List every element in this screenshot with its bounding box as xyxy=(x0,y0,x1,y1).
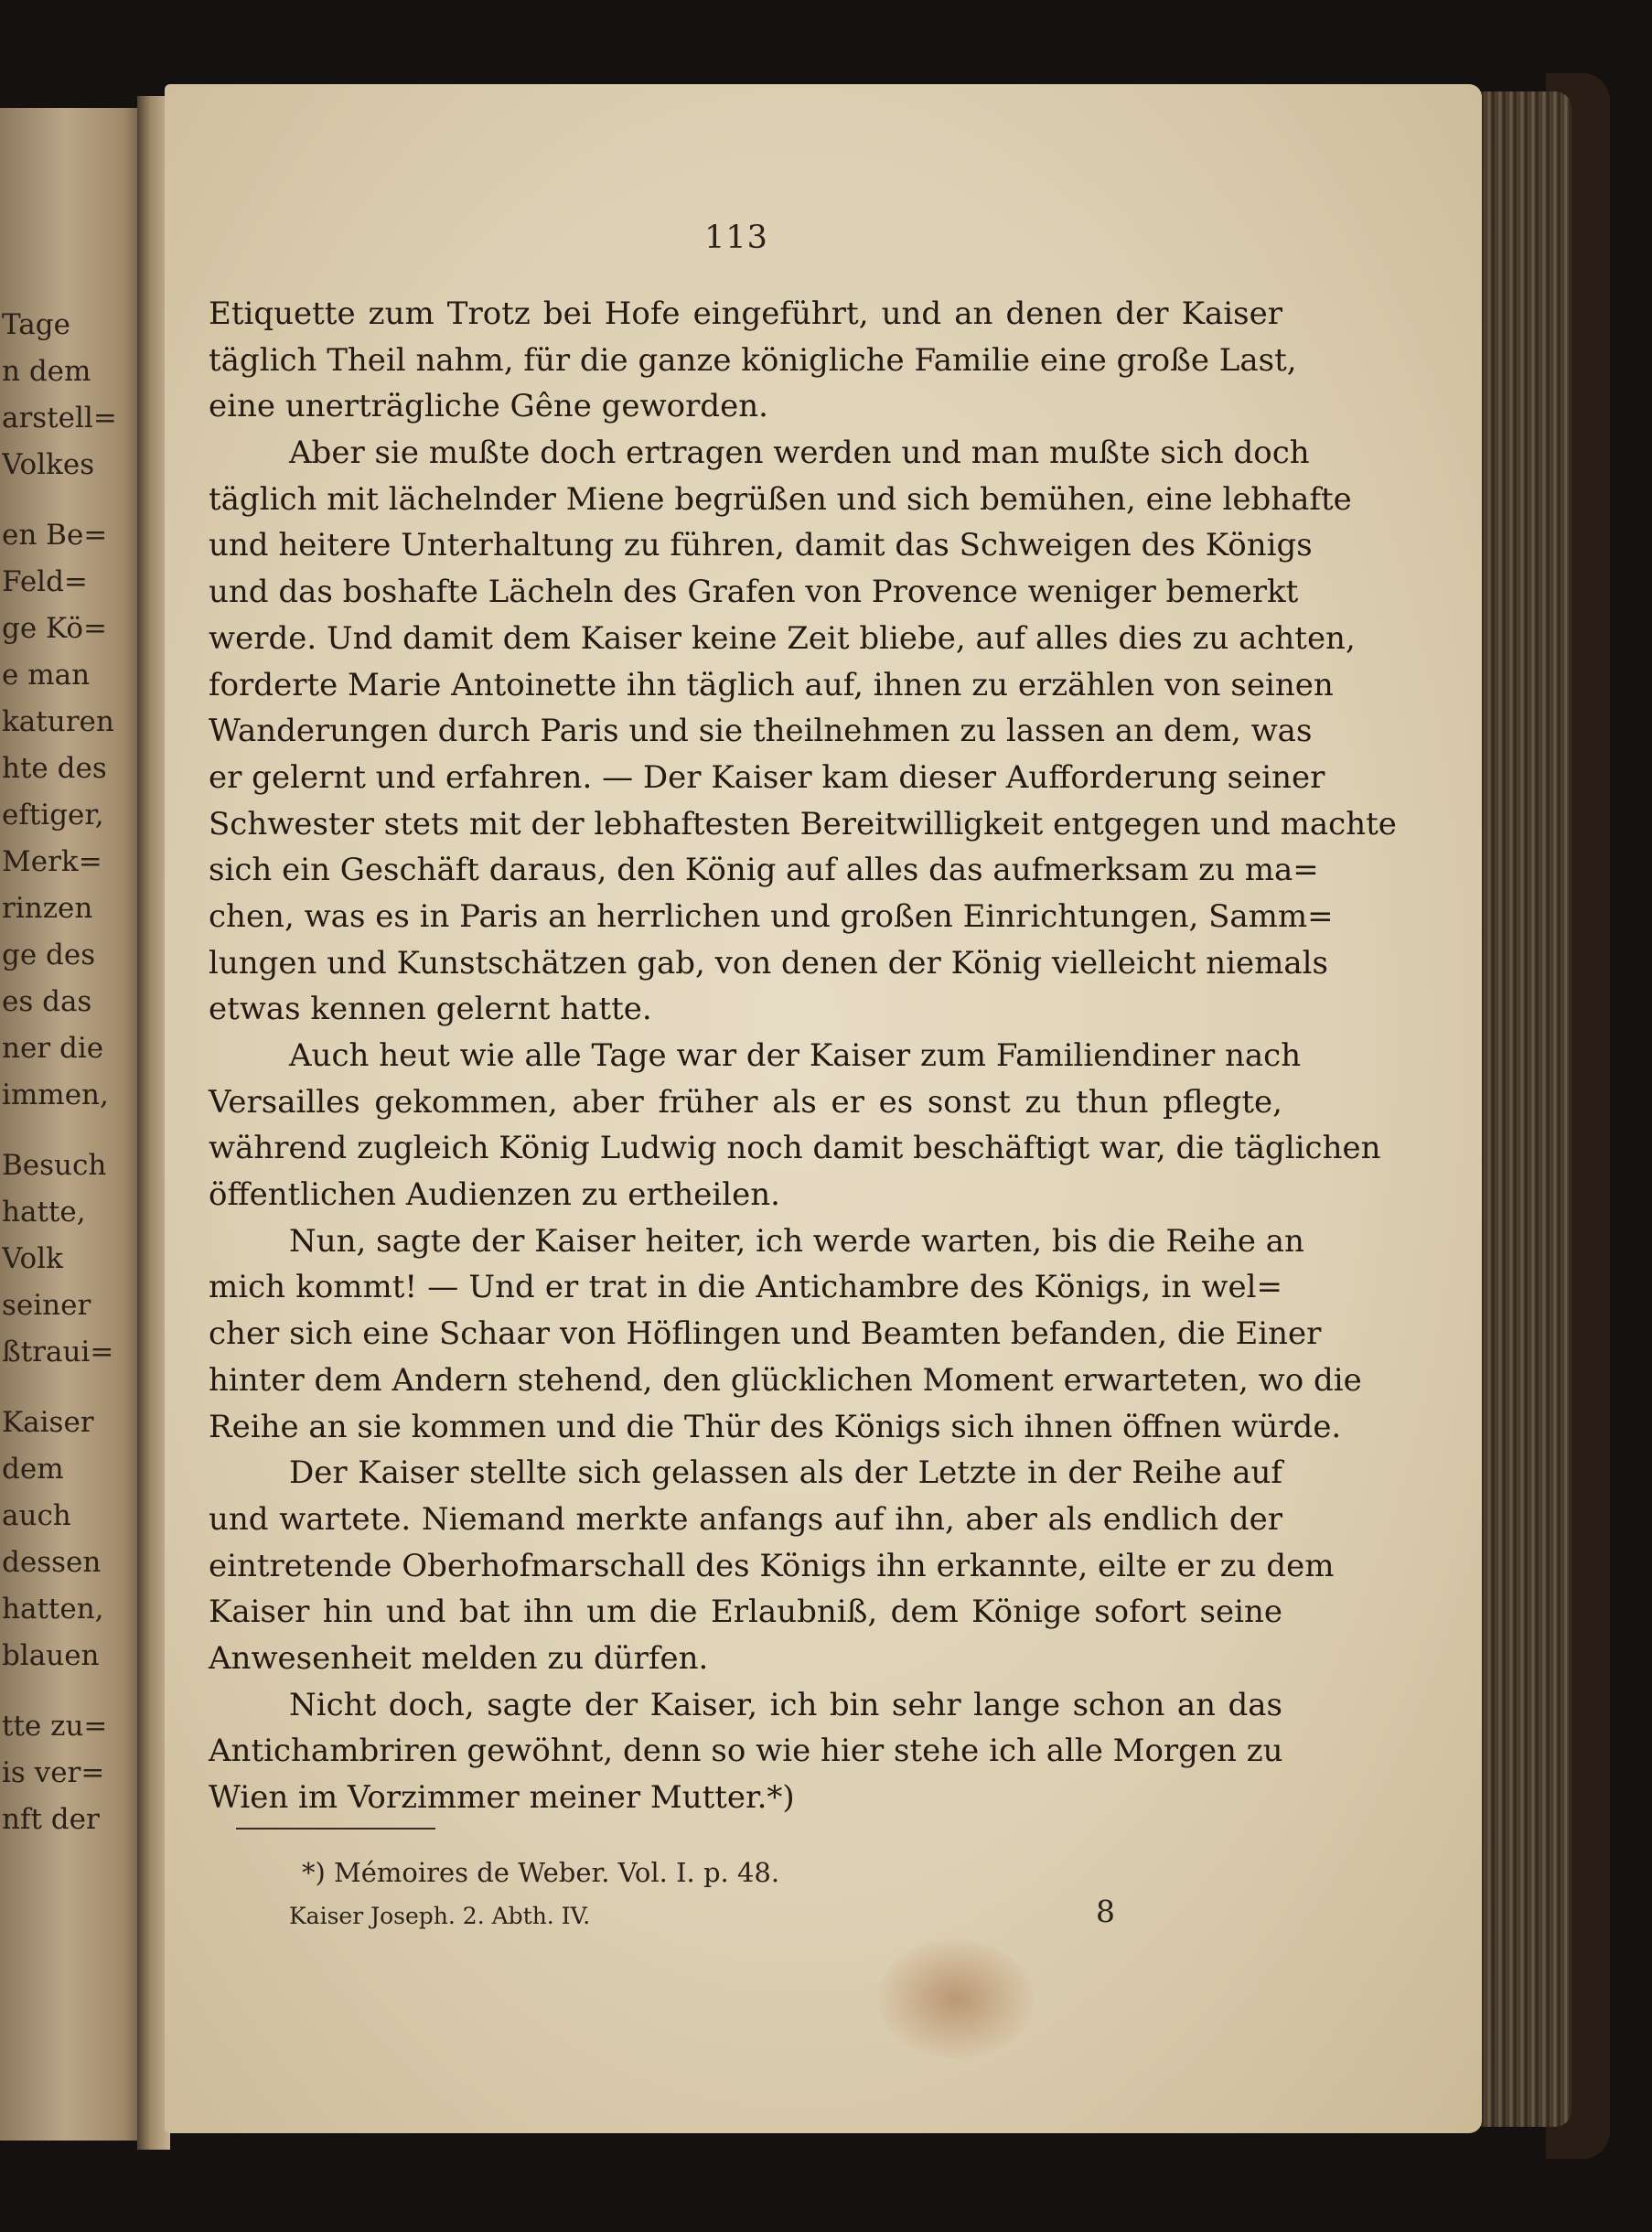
left-page-fragment: en Be= xyxy=(2,519,108,552)
left-page-fragment: hatte, xyxy=(2,1196,86,1229)
left-page-fragment: eftiger, xyxy=(2,799,104,832)
left-page-fragment: auch xyxy=(2,1499,71,1532)
text-line: chen, was es in Paris an herrlichen und großen Einrichtungen, Samm= xyxy=(209,897,1334,935)
left-page-fragment: Kaiser xyxy=(2,1406,94,1439)
text-line: etwas kennen gelernt hatte. xyxy=(209,991,652,1028)
left-page-fragment: n dem xyxy=(2,355,91,388)
left-page xyxy=(0,108,145,2141)
page-number: 113 xyxy=(704,220,768,256)
text-line: er gelernt und erfahren. — Der Kaiser kam dieser Aufforderung seiner xyxy=(209,758,1325,796)
text-line: während zugleich König Ludwig noch damit beschäftigt war, die täglichen xyxy=(209,1130,1381,1167)
left-page-fragment: Volk xyxy=(2,1242,63,1275)
paragraph xyxy=(209,430,1397,1033)
left-page-fragment: hatten, xyxy=(2,1593,104,1626)
text-line: Antichambriren gewöhnt, denn so wie hier stehe ich alle Morgen zu xyxy=(209,1733,1283,1770)
sheet-number: 8 xyxy=(1096,1894,1115,1929)
text-line: lungen und Kunstschätzen gab, von denen der König vielleicht niemals xyxy=(209,944,1328,982)
text-line: Auch heut wie alle Tage war der Kaiser zum Familiendiner nach xyxy=(289,1037,1302,1074)
text-line: Kaiser hin und bat ihn um die Erlaubniß, dem Könige sofort seine xyxy=(209,1594,1282,1631)
left-page-fragment: es das xyxy=(2,985,92,1018)
left-page-fragment: blauen xyxy=(2,1639,100,1672)
left-page-fragment: seiner xyxy=(2,1289,91,1322)
text-line: cher sich eine Schaar von Höflingen und Beamten befanden, die Einer xyxy=(209,1315,1322,1353)
text-line: sich ein Geschäft daraus, den König auf alles das aufmerksam zu ma= xyxy=(209,852,1319,889)
left-page-fragments xyxy=(2,302,139,1843)
paragraph xyxy=(209,1450,1335,1681)
left-page-fragment: tte zu= xyxy=(2,1710,108,1743)
text-line: Nun, sagte der Kaiser heiter, ich werde warten, bis die Reihe an xyxy=(289,1222,1304,1260)
left-page-fragment: e man xyxy=(2,659,91,692)
left-page-fragment: ge des xyxy=(2,939,96,971)
text-line: Schwester stets mit der lebhaftesten Bereitwilligkeit entgegen und machte xyxy=(209,805,1397,842)
left-page-fragment xyxy=(2,1119,139,1143)
left-page-fragment: Besuch xyxy=(2,1149,107,1182)
text-line: und das boshafte Lächeln des Grafen von Provence weniger bemerkt xyxy=(209,574,1299,611)
page-edges xyxy=(1475,91,1572,2127)
text-line: Reihe an sie kommen und die Thür des Königs sich ihnen öffnen würde. xyxy=(209,1408,1342,1445)
left-page-fragment: ner die xyxy=(2,1032,104,1065)
left-page-fragment xyxy=(2,1679,139,1703)
body-text xyxy=(209,291,1397,1821)
left-page-fragment: Volkes xyxy=(2,448,95,481)
text-line: und heitere Unterhaltung zu führen, damit das Schweigen des Königs xyxy=(209,527,1313,564)
left-page-fragment: dem xyxy=(2,1453,64,1486)
text-line: eine unerträgliche Gêne geworden. xyxy=(209,388,768,425)
text-line: mich kommt! — Und er trat in die Antichambre des Königs, in wel= xyxy=(209,1269,1282,1306)
left-page-fragment: is ver= xyxy=(2,1756,105,1789)
left-page-fragment: ge Kö= xyxy=(2,612,108,645)
paragraph xyxy=(209,1218,1362,1450)
left-page-fragment: katuren xyxy=(2,705,114,738)
paper-stain xyxy=(878,1939,1034,2058)
text-line: öffentlichen Audienzen zu ertheilen. xyxy=(209,1176,780,1214)
text-line: Nicht doch, sagte der Kaiser, ich bin sehr lange schon an das xyxy=(289,1686,1282,1723)
text-line: Versailles gekommen, aber früher als er es sonst zu thun pflegte, xyxy=(209,1083,1282,1121)
printer-signature: Kaiser Joseph. 2. Abth. IV. xyxy=(289,1903,591,1929)
left-page-fragment: rinzen xyxy=(2,892,93,925)
text-line: werde. Und damit dem Kaiser keine Zeit bliebe, auf alles dies zu achten, xyxy=(209,619,1356,657)
text-line: Wien im Vorzimmer meiner Mutter.*) xyxy=(209,1779,795,1816)
left-page-fragment xyxy=(2,488,139,512)
text-line: eintretende Oberhofmarschall des Königs ihn erkannte, eilte er zu dem xyxy=(209,1547,1335,1584)
text-line: Anwesenheit melden zu dürfen. xyxy=(209,1639,709,1677)
text-line: täglich mit lächelnder Miene begrüßen und sich bemühen, eine lebhafte xyxy=(209,480,1352,518)
left-page-fragment: Feld= xyxy=(2,565,88,598)
paragraph xyxy=(209,1033,1381,1218)
paragraph xyxy=(209,291,1297,430)
text-line: Etiquette zum Trotz bei Hofe eingeführt, und an denen der Kaiser xyxy=(209,295,1282,332)
text-line: Wanderungen durch Paris und sie theilnehmen zu lassen an dem, was xyxy=(209,713,1313,750)
footnote: *) Mémoires de Weber. Vol. I. p. 48. xyxy=(302,1857,780,1888)
text-line: täglich Theil nahm, für die ganze königliche Familie eine große Last, xyxy=(209,341,1297,379)
paragraph xyxy=(209,1682,1282,1821)
text-line: hinter dem Andern stehend, den glücklichen Moment erwarteten, wo die xyxy=(209,1361,1362,1399)
text-line: forderte Marie Antoinette ihn täglich auf, ihnen zu erzählen von seinen xyxy=(209,666,1334,703)
left-page-fragment: dessen xyxy=(2,1546,102,1579)
left-page-fragment: arstell= xyxy=(2,402,117,435)
left-page-fragment: Tage xyxy=(2,308,70,341)
left-page-fragment: Merk= xyxy=(2,845,102,878)
left-page-fragment: hte des xyxy=(2,752,107,785)
text-line: Aber sie mußte doch ertragen werden und man mußte sich doch xyxy=(289,435,1310,472)
text-line: und wartete. Niemand merkte anfangs auf ihn, aber als endlich der xyxy=(209,1500,1282,1538)
left-page-fragment: immen, xyxy=(2,1078,109,1111)
text-line: Der Kaiser stellte sich gelassen als der Letzte in der Reihe auf xyxy=(289,1454,1282,1492)
footnote-rule xyxy=(236,1828,435,1830)
left-page-fragment: nft der xyxy=(2,1803,100,1836)
left-page-fragment: ßtraui= xyxy=(2,1336,114,1368)
left-page-fragment xyxy=(2,1376,139,1400)
